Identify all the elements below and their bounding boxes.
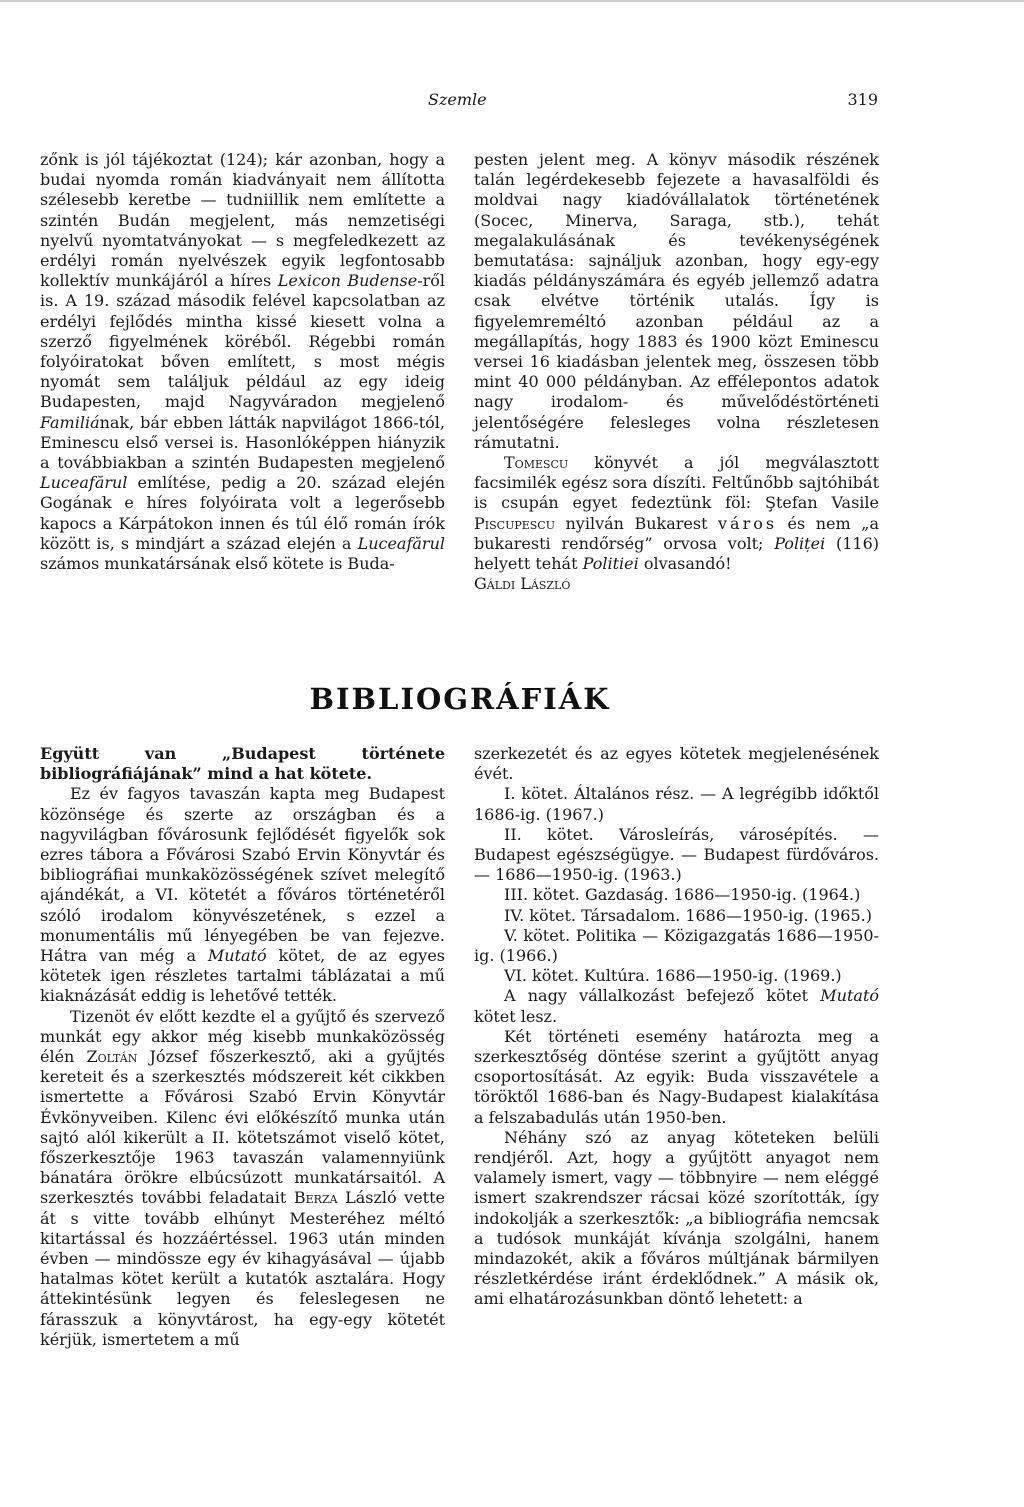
bibliography-paragraph [474, 986, 879, 1026]
review-right-column [474, 150, 879, 594]
text-run: említése, pedig a 20. század elején Gogának e híres folyóirata volt a legerősebb kapocs a Kárpátokon innen és túl élő román írók között is, s mindjárt a század elején a [40, 473, 445, 553]
italic-run: Mutató [207, 946, 267, 966]
bibliography-paragraph [474, 1128, 879, 1310]
italic-run: Familiá [40, 412, 100, 432]
text-run: kötet, de az egyes kötetek igen részletes tartalmi táblázatai a mű kiaknázását eddig is lehetővé tették. [40, 946, 445, 1006]
bibliography-intro: szerkezetét és az egyes kötetek megjelenésének évét. [474, 744, 879, 784]
text-run: Néhány szó az anyag köteteken belüli rendjéről. Azt, hogy a gyűjtött anyagot nem valamely ismert, vagy — többnyire — nem eléggé ismert szakrendszer rácsai közé szorították, így indokolják a szerkesztők: „a bibliográfia nemcsak a tudósok munkáját kívánja szolgálni, hanem mindazokét, akik a főváros múltjának bármilyen részletkérdése iránt érdeklődnek.” A másik ok, ami elhatározásunkban döntő lehetett: a [474, 1127, 879, 1309]
bibliography-paragraph [474, 1027, 879, 1128]
bibliography-review-title: Együtt van „Budapest története bibliográfiájának” mind a hat kötete. [40, 744, 445, 784]
italic-run: Luceafărul [40, 473, 128, 493]
text-run: Két történeti esemény határozta meg a szerkesztőség döntése szerint a gyűjtött anyag csoportosítását. Az egyik: Buda visszavétele a töröktől 1686-ban és Nagy-Budapest kialakítása a felszabadulás után 1950-ben. [474, 1026, 879, 1127]
review-paragraph [474, 150, 879, 453]
text-run: zőnk is jól tájékoztat (124); kár azonban, hogy a budai nyomda román kiadványait nem állította szélesebb keretbe — tudniillik nem említette a szintén Budán megjelent, más nemzetiségi nyelvű nyomtatványokat — s megfeledkezett az erdélyi román nyelvészek egyik legfontosabb kollektív munkájáról a híres [40, 150, 445, 291]
text-run: Ez év fagyos tavaszán kapta meg Budapest közönsége és szerte az országban és a nagyvilágban fővárosunk fejlődését figyelők sok ezres tábora a Fővárosi Szabó Ervin Könyvtár és bibliográfiai munkaközösségének szívet melegítő ajándékát, a VI. kötetét a főváros történetéről szóló irodalom könyvészetének, s ezzel a monumentális mű lényegében be van fejezve. Hátra van még a [40, 784, 445, 966]
bibliography-paragraph [40, 784, 445, 1006]
small-caps-run: Berza [293, 1188, 338, 1208]
page-number: 319 [847, 90, 878, 109]
volume-entry: III. kötet. Gazdaság. 1686—1950-ig. (1964.) [504, 885, 861, 905]
italic-run: Luceafărul [357, 533, 445, 553]
volume-entry: I. kötet. Általános rész. — A legrégibb időktől 1686-ig. (1967.) [474, 784, 879, 824]
review-paragraph [40, 150, 445, 574]
bibliography-right-column [474, 744, 879, 1310]
text-run: nyilván Bukarest [555, 513, 718, 533]
section-title: BIBLIOGRÁFIÁK [309, 682, 611, 716]
volume-entry: V. kötet. Politika — Közigazgatás 1686—1950-ig. (1966.) [474, 925, 879, 966]
volume-entry: IV. kötet. Társadalom. 1686—1950-ig. (1965.) [504, 905, 872, 925]
text-run: kötet lesz. [474, 1006, 558, 1026]
italic-run: Mutató [820, 986, 879, 1006]
review-left-column [40, 150, 445, 574]
review-signature: Gáldi László [474, 574, 571, 594]
text-run: -ről is. A 19. század második felével kapcsolatban az erdélyi fejlődés mintha kissé kiesett volna a szerző figyelmének köréből. Régebbi román folyóiratokat bőven említett, s most mégis nyomát sem találjuk például az egy ideig Budapesten, majd Nagyváradon megjelenő [40, 271, 445, 412]
text-run: olvasandó! [638, 554, 732, 574]
text-run: Tizenöt év előtt kezdte el a gyűjtő és szervező munkát egy akkor még kisebb munkaközösség élén [40, 1006, 445, 1067]
text-run: József főszerkesztő, aki a gyűjtés kereteit és a szerkesztés módszereit két cikkben ismertette a Fővárosi Szabó Ervin Könyvtár Évkönyveiben. Kilenc évi előkészítő munka után sajtó alól kikerült a II. kötetszámot viselő kötet, főszerkesztője 1963 tavaszán valamennyiünk bánatára örökre elbúcsúzott munkatársaitól. A szerkesztés további feladatait [40, 1047, 445, 1208]
text-run: és nem „a bukaresti rendőrség” orvosa volt; [474, 513, 879, 553]
italic-run: Lexicon Budense [277, 271, 418, 291]
text-run: számos munkatársának első kötete is Buda- [40, 554, 395, 574]
text-run: László vette át s vitte tovább elhúnyt Mesteréhez méltó kitartással és hozzáértéssel. 1963 után minden évben — mindössze egy év kihagyásával — újabb hatalmas kötet került a kutatók asztalára. Hogy áttekintésünk legyen és feleslegesen ne fárasszuk a könyvtárost, ha egy-egy kötetét kérjük, ismertetem a mű [40, 1188, 446, 1349]
page-top-edge [0, 0, 1024, 2]
bibliography-paragraph [40, 1007, 445, 1350]
volume-list [474, 784, 879, 986]
italic-run: Politiei [582, 554, 639, 574]
running-head: Szemle [428, 90, 487, 109]
italic-run: Poliței [774, 533, 826, 553]
page-header [0, 90, 1024, 114]
small-caps-run: Piscupescu [474, 513, 555, 533]
small-caps-run: Zoltán [86, 1047, 138, 1067]
text-run: nak, bár ebben látták napvilágot 1866-tól, Eminescu első versei is. Hasonlóképpen hiányzik a továbbiakban a szintén Budapesten megjelenő [40, 412, 445, 473]
bibliography-left-column [40, 744, 445, 1350]
small-caps-run: Tomescu [504, 453, 569, 473]
review-paragraph [474, 453, 879, 574]
text-run: könyvét a jól megválasztott facsimilék egész sora díszíti. Feltűnőbb sajtóhibát is csupán egyet fedeztünk föl: Ştefan Vasile [474, 453, 879, 513]
text-run: (116) helyett tehát [474, 533, 880, 574]
spaced-run: város [717, 513, 778, 533]
text-run: pesten jelent meg. A könyv második részének talán legérdekesebb fejezete a havasalföldi és moldvai nagy kiadóvállalatok történetének (Socec, Minerva, Saraga, stb.), tehát megalakulásának és tevékenységének bemutatása: sajnáljuk azonban, hogy egy-egy kiadás példányszámára és egyéb jellemző adatra csak elvétve történik utalás. Így is figyelemreméltó azonban például az a megállapítás, hogy 1883 és 1900 közt Eminescu versei 16 kiadásban jelentek meg, összesen több mint 40 000 példányban. Az effélepontos adatok nagy irodalom- és művelődéstörténeti jelentőségére felesleges volna részletesen rámutatni. [474, 150, 879, 452]
volume-entry: VI. kötet. Kultúra. 1686—1950-ig. (1969.) [504, 966, 842, 986]
text-run: A nagy vállalkozást befejező kötet [504, 986, 821, 1006]
volume-entry: II. kötet. Városleírás, városépítés. — Budapest egészségügye. — Budapest fürdőváros. — 1686—1950-ig. (1963.) [474, 824, 879, 885]
